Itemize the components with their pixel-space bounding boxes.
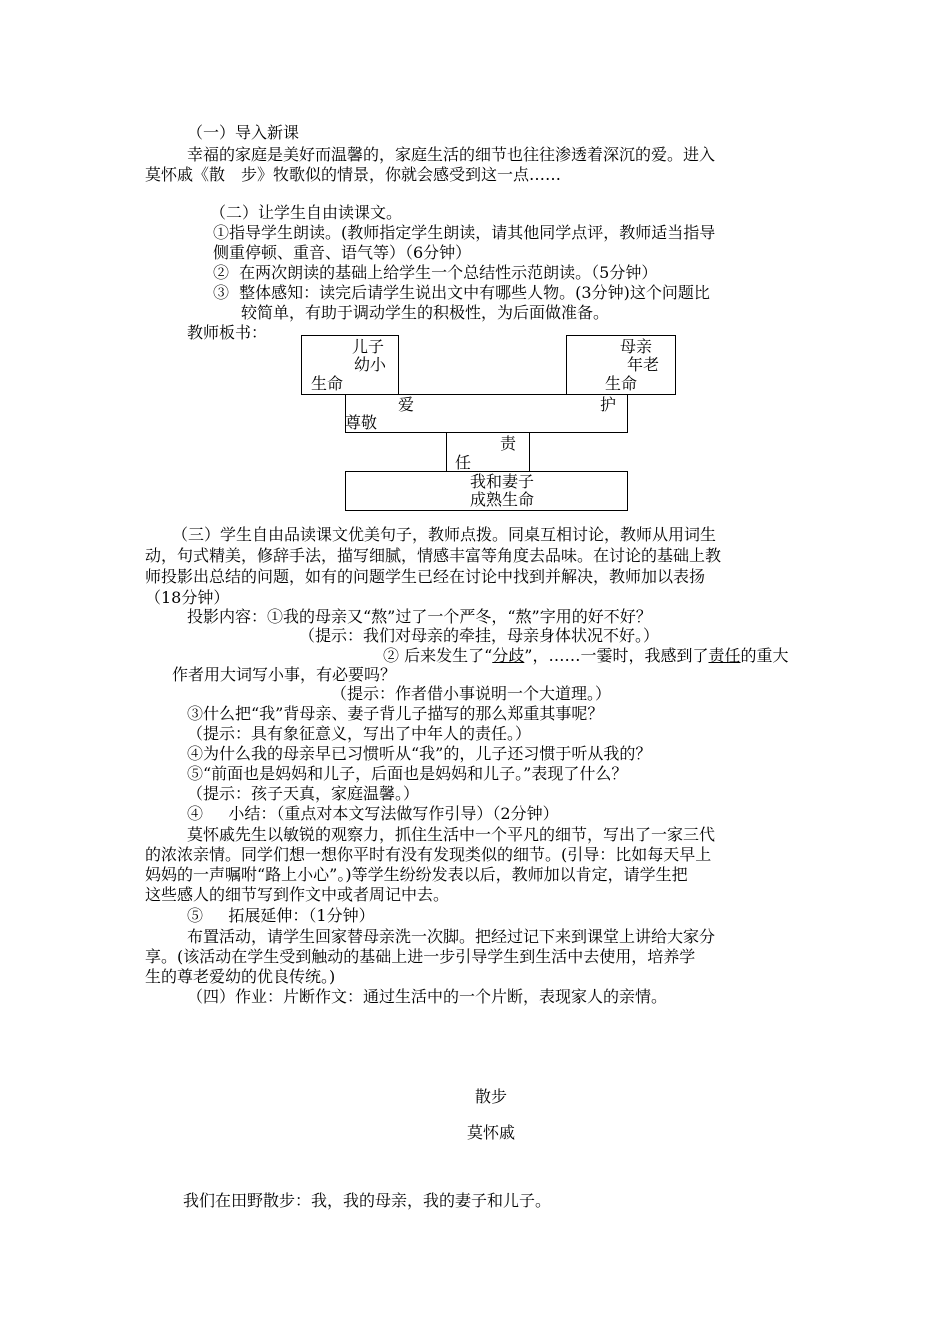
section1-text-line: 莫怀戚《散 步》牧歌似的情景，你就会感受到这一点…… (145, 165, 562, 184)
extension-heading: ⑤ 拓展延伸：（1分钟） (187, 906, 375, 925)
diagram-text: 任 (455, 453, 472, 472)
question-5: ⑤“前面也是妈妈和儿子，后面也是妈妈和儿子。”表现了什么？ (187, 764, 628, 783)
section3-text-line: （三）学生自由品读课文优美句子，教师点拨。同桌互相讨论，教师从用词生 (172, 525, 717, 544)
section3-text-line: （18分钟） (145, 588, 230, 607)
projection-line: 投影内容：①我的母亲又“熬”过了一个严冬，“熬”字用的好不好？ (187, 607, 652, 626)
summary-text-line: 的浓浓亲情。同学们想一想你平时有没有发现类似的细节。(引导：比如每天早上 (145, 845, 712, 864)
section3-text-line: 师投影出总结的问题，如有的问题学生已经在讨论中找到并解决，教师加以表扬 (145, 567, 706, 586)
section1-heading: （一）导入新课 (187, 123, 300, 142)
hint: （提示：具有象征意义，写出了中年人的责任。） (187, 724, 532, 743)
diagram-text: 责 (500, 434, 517, 453)
summary-heading: ④ 小结：（重点对本文写法做写作引导）（2分钟） (187, 804, 559, 823)
diagram-text: 幼小 (354, 355, 387, 374)
board-label: 教师板书： (187, 323, 268, 342)
essay-title: 散步 (475, 1087, 508, 1106)
diagram-text: 年老 (627, 355, 660, 374)
extension-text-line: 布置活动，请学生回家替母亲洗一次脚。把经过记下来到课堂上讲给大家分 (187, 927, 716, 946)
diagram-text: 尊敬 (345, 413, 378, 432)
essay-first-line: 我们在田野散步：我，我的母亲，我的妻子和儿子。 (183, 1191, 552, 1210)
diagram-text: 成熟生命 (470, 490, 535, 509)
extension-text-line: 生的尊老爱幼的优良传统。) (145, 967, 336, 986)
section2-item: 侧重停顿、重音、语气等）（6分钟） (213, 243, 472, 262)
extension-text-line: 享。(该活动在学生受到触动的基础上进一步引导学生到生活中去使用，培养学 (145, 947, 696, 966)
homework-line: （四）作业：片断作文：通过生活中的一个片断，表现家人的亲情。 (187, 987, 668, 1006)
hint: （提示：作者借小事说明一个大道理。） (331, 684, 612, 703)
section2-item: 较简单，有助于调动学生的积极性，为后面做准备。 (241, 303, 610, 322)
section2-item: ② 在两次朗读的基础上给学生一个总结性示范朗读。（5分钟） (213, 263, 658, 282)
essay-author: 莫怀戚 (467, 1123, 516, 1142)
diagram-text: 生命 (605, 374, 638, 393)
section2-item: ③ 整体感知：读完后请学生说出文中有哪些人物。(3分钟)这个问题比 (213, 283, 710, 302)
question-2: ② 后来发生了“分歧”，……一霎时，我感到了责任的重大 (383, 646, 789, 665)
summary-text-line: 妈妈的一声嘱咐“路上小心”。)等学生纷纷发表以后，教师加以肯定，请学生把 (145, 865, 688, 884)
summary-text-line: 这些感人的细节写到作文中或者周记中去。 (145, 885, 450, 904)
question-3: ③什么把“我”背母亲、妻子背儿子描写的那么郑重其事呢？ (187, 704, 604, 723)
diagram-text: 爱 (398, 395, 415, 414)
section3-text-line: 动，句式精美，修辞手法，描写细腻，情感丰富等角度去品味。在讨论的基础上教 (145, 546, 722, 565)
hint: （提示：孩子天真，家庭温馨。） (187, 784, 420, 803)
section1-text-line: 幸福的家庭是美好而温馨的，家庭生活的细节也往往渗透着深沉的爱。进入 (187, 145, 716, 164)
diagram-text: 我和妻子 (470, 472, 535, 491)
hint: （提示：我们对母亲的牵挂，母亲身体状况不好。） (299, 626, 660, 645)
diagram-text: 儿子 (352, 337, 385, 356)
diagram-text: 护 (600, 395, 617, 414)
question-text: 作者用大词写小事，有必要吗？ (172, 665, 397, 684)
question-4: ④为什么我的母亲早已习惯听从“我”的，儿子还习惯于听从我的？ (187, 744, 652, 763)
diagram-box-middle (345, 394, 628, 433)
section2-heading: （二）让学生自由读课文。 (210, 203, 403, 222)
diagram-text: 母亲 (620, 337, 653, 356)
summary-text-line: 莫怀戚先生以敏锐的观察力，抓住生活中一个平凡的细节，写出了一家三代 (187, 825, 716, 844)
diagram-text: 生命 (311, 374, 344, 393)
section2-item: ①指导学生朗读。(教师指定学生朗读，请其他同学点评，教师适当指导 (213, 223, 716, 242)
